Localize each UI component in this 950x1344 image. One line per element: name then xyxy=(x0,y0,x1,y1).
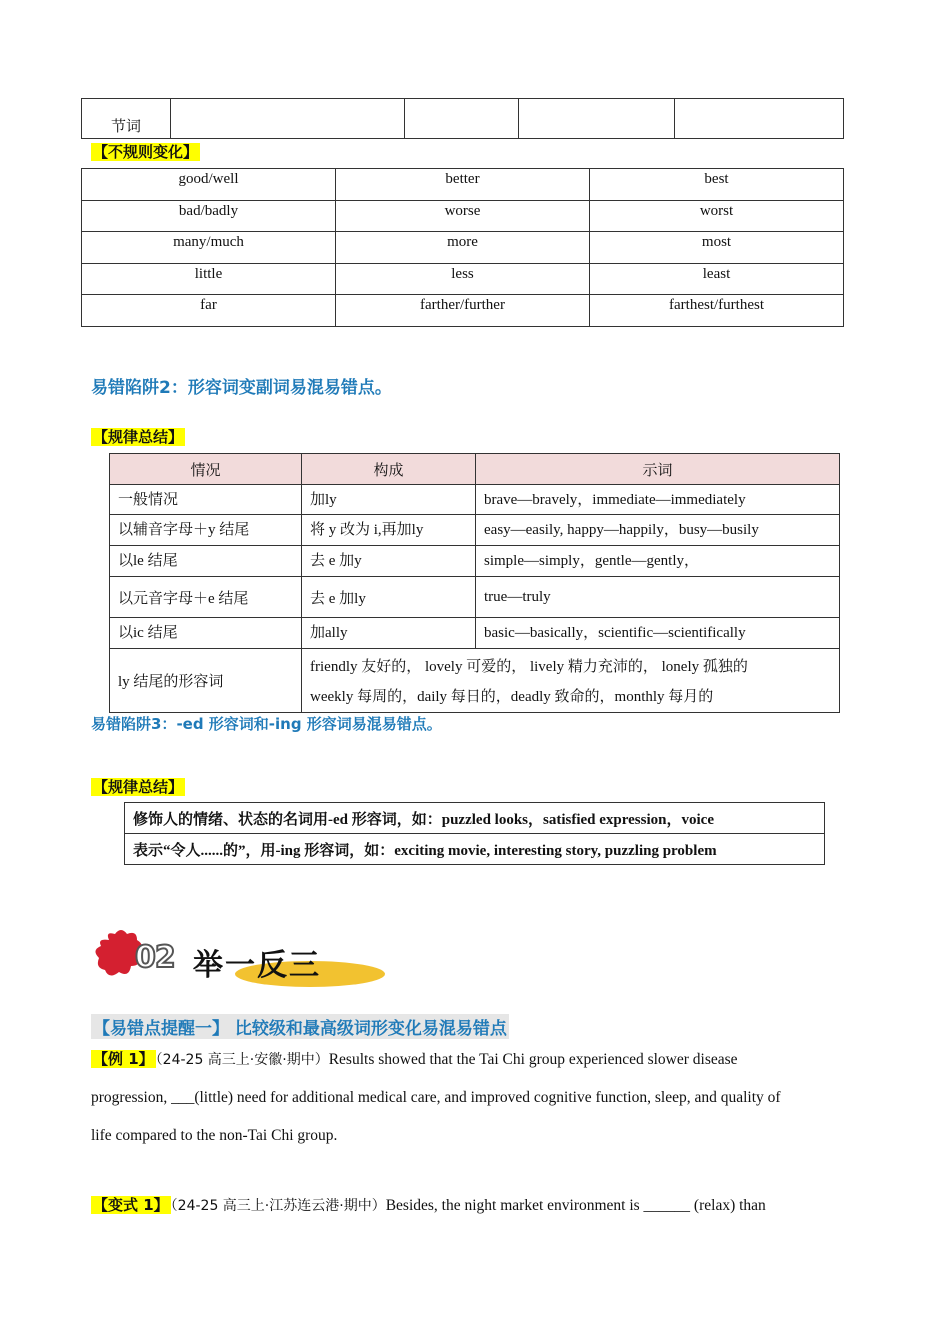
table-row: far farther/further farthest/furthest xyxy=(82,295,844,327)
top-partial-table xyxy=(81,98,844,139)
trap3-label: 【规律总结】 xyxy=(93,778,184,796)
example-1: 【例 1】 （24-25 高三上·安徽·期中）Results showed that the Tai Chi group experienced slower disease progression, ___(little) need for additional medical care, and improved cognitive function, sleep, and quality of life compared to the non-Tai Chi group. xyxy=(91,1050,781,1144)
irregular-label: 【不规则变化】 xyxy=(93,143,199,161)
table-row: 以元音字母＋e 结尾 去 e 加ly true—truly xyxy=(110,577,840,618)
table-row: bad/badly worse worst xyxy=(82,200,844,232)
table-row: good/well better best xyxy=(82,169,844,201)
table-row: 修饰人的情绪、状态的名词用-ed 形容词，如：puzzled looks，satisfied expression，voice xyxy=(125,803,825,834)
top-first-cell: 节词 xyxy=(82,99,171,139)
variant-1-tag: 【变式 1】 xyxy=(93,1196,169,1214)
table-row: little less least xyxy=(82,263,844,295)
table-header-row: 情况 构成 示词 xyxy=(110,454,840,485)
section-title: 举一反三 xyxy=(193,948,321,983)
adverb-formation-table xyxy=(109,453,840,713)
table-row: many/much more most xyxy=(82,232,844,264)
trap2-label: 【规律总结】 xyxy=(93,428,184,446)
table-row: 以辅音字母＋y 结尾 将 y 改为 i,再加ly easy—easily, happy—happily，busy—busily xyxy=(110,515,840,546)
section-number: 02 xyxy=(135,940,175,975)
ed-ing-table xyxy=(124,802,825,865)
example-1-tag: 【例 1】 xyxy=(93,1050,154,1068)
table-row: 一般情况 加ly brave—bravely，immediate—immediately xyxy=(110,485,840,515)
table-row: 表示“令人......的”，用-ing 形容词，如：exciting movie, interesting story, puzzling problem xyxy=(125,834,825,865)
variant-1: 【变式 1】 （24-25 高三上·江苏连云港·期中）Besides, the night market environment is ______ (relax) than xyxy=(93,1196,766,1214)
trap3-heading: 易错陷阱3：-ed 形容词和-ing 形容词易混易错点。 xyxy=(91,715,442,733)
table-row: 以le 结尾 去 e 加y simple—simply，gentle—gently， xyxy=(110,546,840,577)
section-badge xyxy=(95,926,390,996)
trap2-heading: 易错陷阱2：形容词变副词易混易错点。 xyxy=(91,378,392,398)
table-row: ly 结尾的形容词 friendly 友好的， lovely 可爱的， lively 精力充沛的， lonely 孤独的 weekly 每周的，daily 每日的，deadly 致命的，monthly 每月的 xyxy=(110,649,840,713)
reminder-heading: 【易错点提醒一】 比较级和最高级词形变化易混易错点 xyxy=(91,1014,509,1039)
irregular-table xyxy=(81,168,844,327)
table-row: 以ic 结尾 加ally basic—basically，scientific—scientifically xyxy=(110,618,840,649)
